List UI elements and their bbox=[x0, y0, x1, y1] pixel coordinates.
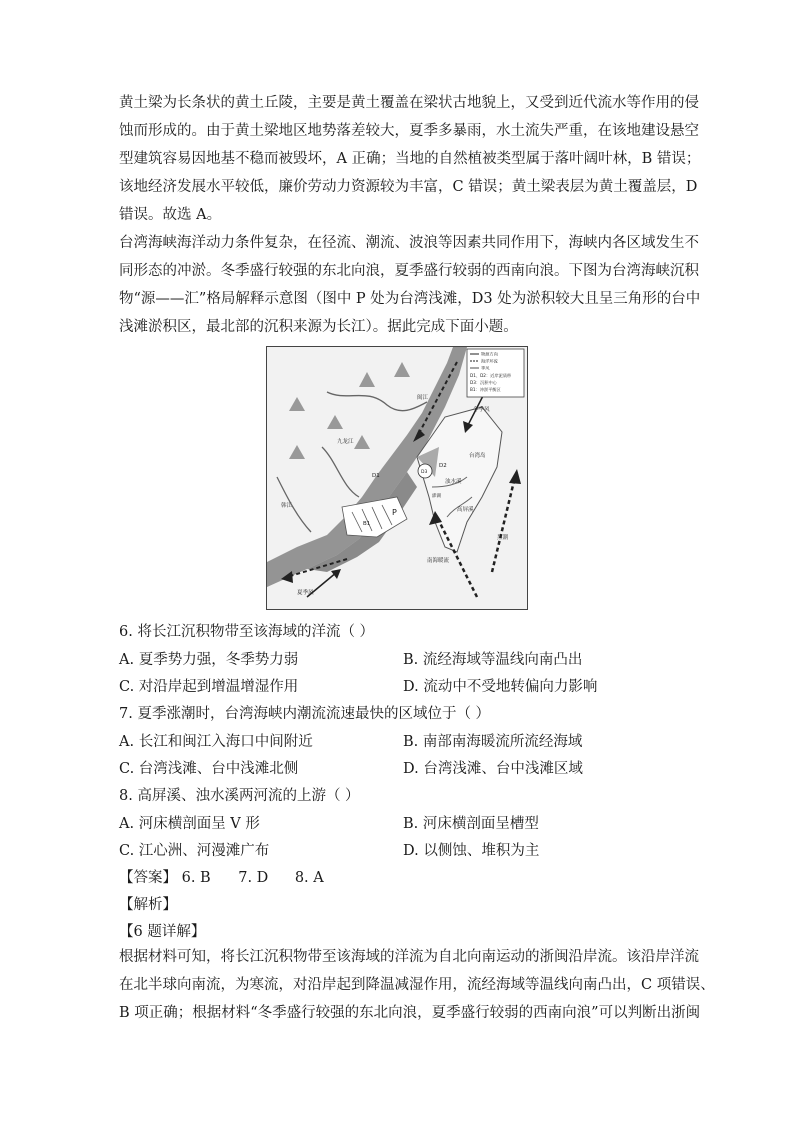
text-line: 黄土梁为长条状的黄土丘陵，主要是黄土覆盖在梁状古地貌上，又受到近代流水等作用的侵 bbox=[119, 95, 699, 111]
question-7-option-a: A. 长江和闽江入海口中间附近 bbox=[119, 734, 313, 750]
mountain-icon bbox=[289, 445, 305, 459]
label-p: P bbox=[392, 508, 397, 517]
arrowhead-icon bbox=[509, 469, 521, 484]
label-heichao: 黑潮 bbox=[497, 535, 509, 541]
mountain-icon bbox=[394, 362, 410, 377]
legend-item: 季风 bbox=[481, 365, 490, 371]
text-line: 物“源——汇”格局解释示意图（图中 P 处为台湾浅滩，D3 处为淤积较大且呈三角形的台中 bbox=[119, 291, 701, 307]
analysis-heading: 【解析】 bbox=[119, 897, 177, 913]
paragraph-q6-detail bbox=[119, 943, 715, 1027]
label-d2: D2 bbox=[439, 463, 447, 469]
question-7-option-d: D. 台湾浅滩、台中浅滩区域 bbox=[403, 761, 583, 777]
legend-item: 物源方向 bbox=[481, 351, 498, 357]
legend-item: D3：沉积中心 bbox=[470, 380, 497, 385]
legend-item: B1：冲淤平衡区 bbox=[470, 387, 501, 392]
label-zhuoshui: 浊水溪 bbox=[445, 479, 462, 485]
text-line: B 项正确；根据材料“冬季盛行较强的东北向浪，夏季盛行较弱的西南向浪”可以判断出浙闽 bbox=[119, 1005, 701, 1021]
label-jiulongjiang: 九龙江 bbox=[337, 439, 354, 445]
label-gaoping: 高屏溪 bbox=[457, 507, 474, 513]
question-6-option-a: A. 夏季势力强，冬季势力弱 bbox=[119, 652, 299, 668]
text-line: 根据材料可知，将长江沉积物带至该海域的洋流为自北向南运动的浙闽沿岸流。该沿岸洋流 bbox=[119, 949, 699, 965]
label-taiwan: 台湾岛 bbox=[469, 453, 486, 459]
question-7-option-b: B. 南部南海暖流所流经海域 bbox=[403, 734, 583, 750]
question-6-stem: 6. 将长江沉积物带至该海域的洋流（ ） bbox=[119, 624, 375, 640]
minjiang-river bbox=[327, 392, 427, 411]
question-6-option-b: B. 流经海域等温线向南凸出 bbox=[403, 652, 583, 668]
label-hanjiang: 韩江 bbox=[281, 503, 293, 509]
paragraph-loess-explanation bbox=[119, 89, 701, 229]
answer-item: 6. B bbox=[181, 870, 211, 886]
text-line: 浅滩淤积区，最北部的沉积来源为长江）。据此完成下面小题。 bbox=[119, 319, 518, 335]
taiwan-shoal bbox=[342, 497, 407, 537]
label-penghu: 澎湖 bbox=[432, 494, 441, 499]
answer-item: 8. A bbox=[294, 870, 324, 886]
question-7-stem: 7. 夏季涨潮时，台湾海峡内潮流流速最快的区域位于（ ） bbox=[119, 706, 491, 722]
mountain-icon bbox=[289, 397, 305, 411]
text-line: 同形态的冲淤。冬季盛行较强的东北向浪，夏季盛行较弱的西南向浪。下图为台湾海峡沉积 bbox=[119, 263, 699, 279]
text-line: 蚀而形成的。由于黄土梁地区地势落差较大，夏季多暴雨，水土流失严重，在该地建设悬空 bbox=[119, 123, 699, 139]
kuroshio-arrow bbox=[492, 477, 515, 572]
question-8-stem: 8. 高屏溪、浊水溪两河流的上游（ ） bbox=[119, 788, 360, 804]
sediment-map bbox=[267, 347, 527, 609]
question-6-option-c: C. 对沿岸起到增温增湿作用 bbox=[119, 679, 299, 695]
question-6-option-d: D. 流动中不受地转偏向力影响 bbox=[403, 679, 598, 695]
question-8-option-c: C. 江心洲、河漫滩广布 bbox=[119, 843, 270, 859]
label-dongji: 冬季风 bbox=[473, 407, 490, 413]
mountain-icon bbox=[327, 415, 343, 429]
text-line: 在北半球向南流，为寒流，对沿岸起到降温减湿作用，流经海域等温线向南凸出，C 项错误、 bbox=[119, 977, 715, 993]
label-d3: D3 bbox=[421, 470, 428, 475]
paragraph-taiwan-strait-intro bbox=[119, 229, 701, 341]
label-nanhai: 南海暖流 bbox=[427, 558, 450, 564]
text-line: 错误。故选 A。 bbox=[119, 207, 222, 223]
mountain-icon bbox=[354, 435, 370, 449]
text-line: 台湾海峡海洋动力条件复杂，在径流、潮流、波浪等因素共同作用下，海峡内各区域发生不 bbox=[119, 235, 699, 251]
question-7-option-c: C. 台湾浅滩、台中浅滩北侧 bbox=[119, 761, 299, 777]
mountain-icon bbox=[359, 372, 375, 387]
sediment-map-figure bbox=[266, 346, 528, 610]
question-8-option-a: A. 河床横剖面呈 V 形 bbox=[119, 816, 260, 832]
text-line: 该地经济发展水平较低，廉价劳动力资源较为丰富，C 错误；黄土梁表层为黄土覆盖层，D bbox=[119, 179, 698, 195]
answer-item: 7. D bbox=[238, 870, 269, 886]
legend-item: 海洋环流 bbox=[481, 358, 498, 364]
arrowhead-icon bbox=[331, 569, 341, 579]
label-d1: D1 bbox=[372, 473, 380, 479]
label-b1: B1 bbox=[363, 521, 371, 527]
legend-item: D1、D2：近岸泥质带 bbox=[470, 373, 512, 378]
question-8-option-b: B. 河床横剖面呈槽型 bbox=[403, 816, 539, 832]
text-line: 型建筑容易因地基不稳而被毁坏，A 正确；当地的自然植被类型属于落叶阔叶林，B 错误； bbox=[119, 151, 701, 167]
jiulongjiang-river bbox=[322, 447, 359, 497]
question-8-option-d: D. 以侧蚀、堆积为主 bbox=[403, 843, 540, 859]
answer-label: 【答案】 bbox=[119, 870, 177, 886]
label-xiaji: 夏季风 bbox=[297, 590, 314, 596]
answer-line bbox=[119, 866, 324, 887]
label-minjiang: 闽江 bbox=[417, 395, 429, 401]
detail-heading: 【6 题详解】 bbox=[119, 924, 206, 940]
